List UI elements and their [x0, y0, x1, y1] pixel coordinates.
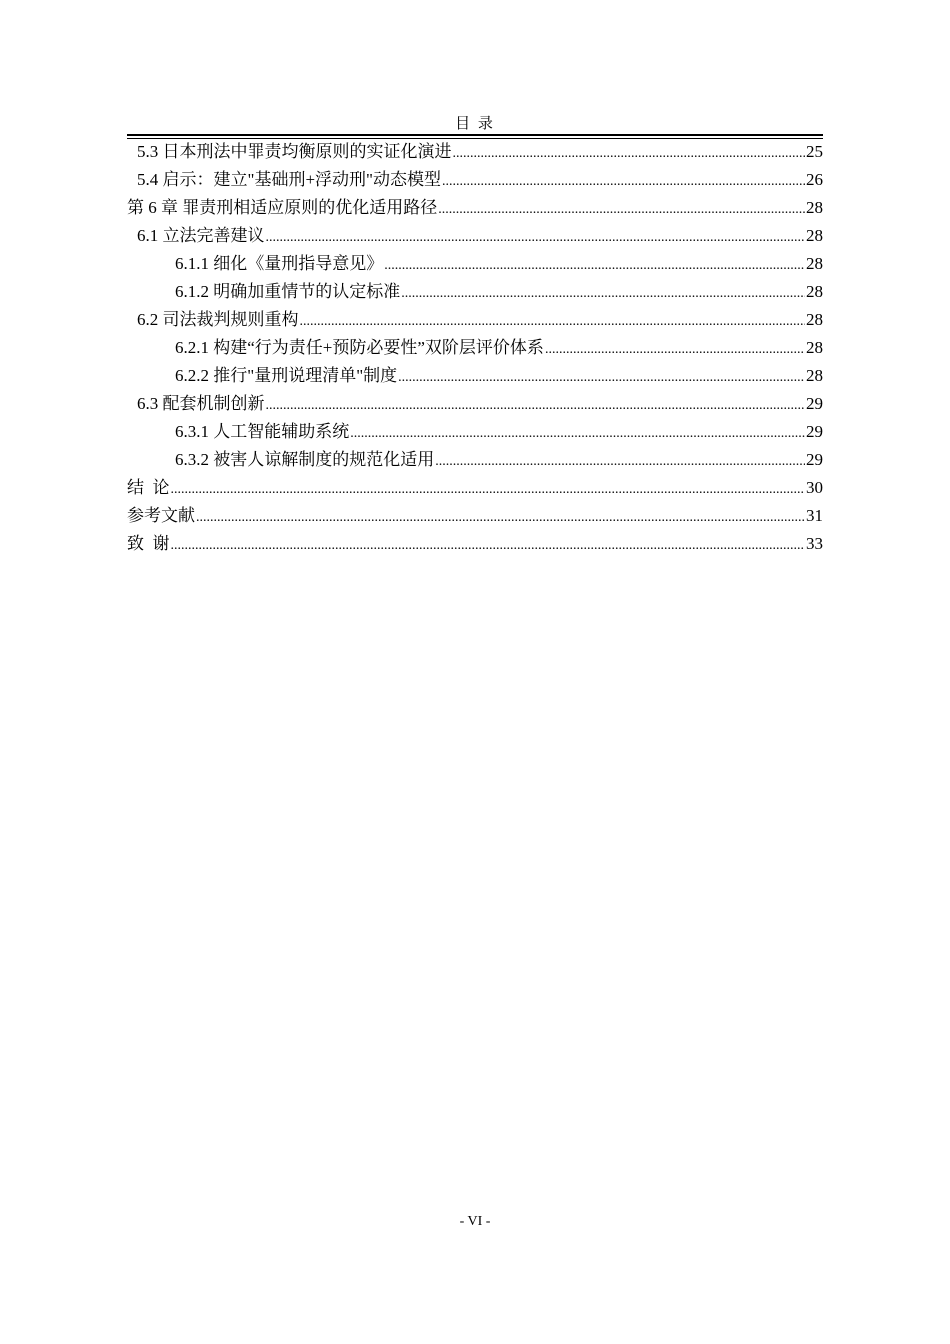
toc-entry-label: 6.1.2 明确加重情节的认定标准 [175, 282, 401, 301]
toc-entry-label: 6.2.2 推行"量刑说理清单"制度 [175, 366, 398, 385]
toc-leader-dots [350, 420, 805, 448]
toc-entry-label: 6.3.2 被害人谅解制度的规范化适用 [175, 450, 435, 469]
toc-entry-label: 第 6 章 罪责刑相适应原则的优化适用路径 [127, 198, 438, 217]
toc-leader-dots [545, 336, 805, 364]
toc-entry[interactable] [127, 138, 823, 166]
toc-entry-page: 30 [806, 478, 823, 497]
toc-entry-page: 29 [806, 422, 823, 441]
toc-entry[interactable] [127, 222, 823, 250]
toc-entry[interactable] [127, 334, 823, 362]
toc-leader-dots [453, 140, 806, 168]
toc-entry[interactable] [127, 250, 823, 278]
toc-entry-label: 6.3.1 人工智能辅助系统 [175, 422, 350, 441]
toc-entry-label: 6.2 司法裁判规则重构 [137, 310, 299, 329]
toc-entry[interactable] [127, 362, 823, 390]
toc-entry-page: 28 [806, 226, 823, 245]
toc-leader-dots [384, 252, 805, 280]
toc-entry[interactable] [127, 502, 823, 530]
toc-entry[interactable] [127, 474, 823, 502]
toc-entry-label: 6.2.1 构建“行为责任+预防必要性”双阶层评价体系 [175, 338, 544, 357]
toc-entry-page: 28 [806, 282, 823, 301]
toc-entry-page: 28 [806, 198, 823, 217]
toc-entry-page: 28 [806, 366, 823, 385]
toc-entry-label: 6.1 立法完善建议 [137, 226, 265, 245]
toc-entry-label: 结 论 [127, 478, 170, 497]
toc-entry[interactable] [127, 418, 823, 446]
toc-entry-page: 33 [806, 534, 823, 553]
page-header-title: 目 录 [455, 116, 495, 132]
toc-leader-dots [171, 532, 806, 560]
toc-leader-dots [266, 224, 806, 252]
toc-entry-label: 6.1.1 细化《量刑指导意见》 [175, 254, 384, 273]
toc-entry[interactable] [127, 278, 823, 306]
page-number: - VI - [459, 1214, 491, 1229]
toc-entry[interactable] [127, 194, 823, 222]
toc-leader-dots [398, 364, 805, 392]
toc-entry[interactable] [127, 390, 823, 418]
toc-entry-page: 25 [806, 142, 823, 161]
toc-entry-label: 5.3 日本刑法中罪责均衡原则的实证化演进 [137, 142, 452, 161]
table-of-contents [127, 138, 823, 558]
toc-entry-label: 5.4 启示：建立"基础刑+浮动刑"动态模型 [137, 170, 441, 189]
toc-entry-page: 28 [806, 310, 823, 329]
toc-entry[interactable] [127, 530, 823, 558]
toc-entry-label: 参考文献 [127, 506, 195, 525]
toc-entry-page: 28 [806, 254, 823, 273]
toc-entry-page: 29 [806, 394, 823, 413]
toc-entry-label: 6.3 配套机制创新 [137, 394, 265, 413]
toc-entry-page: 28 [806, 338, 823, 357]
toc-entry-label: 致 谢 [127, 534, 170, 553]
toc-leader-dots [438, 196, 805, 224]
toc-leader-dots [401, 280, 805, 308]
toc-leader-dots [442, 168, 805, 196]
toc-entry-page: 29 [806, 450, 823, 469]
toc-entry[interactable] [127, 306, 823, 334]
toc-entry[interactable] [127, 166, 823, 194]
toc-leader-dots [171, 476, 806, 504]
toc-leader-dots [435, 448, 805, 476]
toc-entry-page: 26 [806, 170, 823, 189]
toc-leader-dots [300, 308, 806, 336]
toc-entry[interactable] [127, 446, 823, 474]
toc-leader-dots [196, 504, 805, 532]
toc-leader-dots [266, 392, 806, 420]
toc-entry-page: 31 [806, 506, 823, 525]
